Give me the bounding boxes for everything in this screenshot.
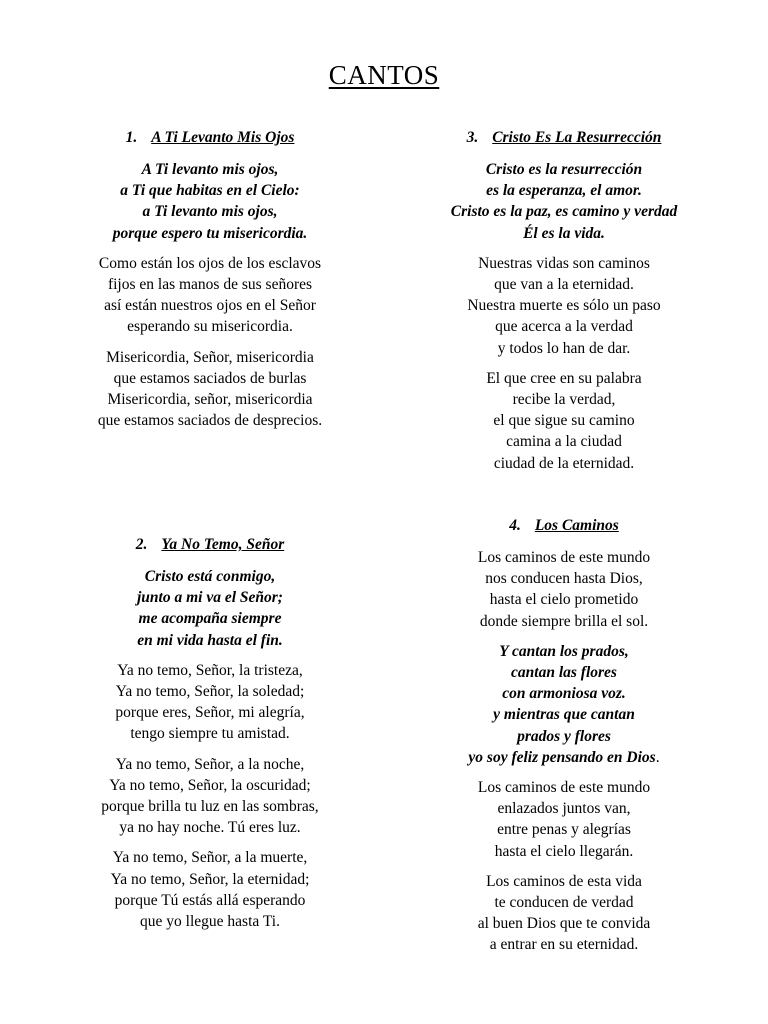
lyric-line: Él es la vida. bbox=[523, 224, 605, 242]
lyric-line: así están nuestros ojos en el Señor bbox=[104, 297, 316, 315]
song-2 bbox=[50, 535, 370, 941]
lyric-line: a Ti levanto mis ojos, bbox=[142, 203, 278, 221]
lyric-line: Ya no temo, Señor, la soledad; bbox=[115, 683, 305, 701]
lyric-line: Los caminos de esta vida bbox=[486, 872, 642, 890]
lyric-line: camina a la ciudad bbox=[506, 433, 622, 451]
verse bbox=[404, 368, 724, 474]
lyric-line: porque eres, Señor, mi alegría, bbox=[115, 704, 305, 722]
lyric-line: es la esperanza, el amor. bbox=[486, 182, 642, 200]
verse bbox=[50, 253, 370, 338]
lyric-line: donde siempre brilla el sol. bbox=[479, 612, 649, 630]
verse bbox=[404, 777, 724, 862]
lyric-line: El que cree en su palabra bbox=[486, 369, 642, 387]
lyric-line: Misericordia, Señor, misericordia bbox=[106, 348, 314, 366]
verse bbox=[404, 253, 724, 359]
lyric-line: prados y flores bbox=[517, 727, 611, 745]
lyric-line: Nuestras vidas son caminos bbox=[478, 254, 650, 272]
lyric-line: esperando su misericordia. bbox=[127, 318, 293, 336]
lyric-line: junto a mi va el Señor; bbox=[137, 589, 283, 607]
song-number: 4. bbox=[509, 517, 521, 534]
lyric-line: y todos lo han de dar. bbox=[497, 339, 631, 357]
verse bbox=[50, 347, 370, 432]
lyric-line: hasta el cielo llegarán. bbox=[494, 842, 634, 860]
page-title: CANTOS bbox=[328, 60, 440, 90]
song-title bbox=[404, 516, 724, 536]
lyric-line: fijos en las manos de sus señores bbox=[107, 276, 313, 294]
lyric-line: Cristo es la paz, es camino y verdad bbox=[450, 203, 678, 221]
lyric-line: enlazados juntos van, bbox=[497, 800, 631, 818]
song-4 bbox=[404, 516, 724, 965]
song-title bbox=[50, 535, 370, 555]
song-3 bbox=[404, 128, 724, 483]
lyric-line: a entrar en su eternidad. bbox=[489, 936, 639, 954]
chorus bbox=[404, 159, 724, 244]
lyric-line: Nuestra muerte es sólo un paso bbox=[467, 297, 661, 315]
song-name: A Ti Levanto Mis Ojos bbox=[151, 129, 295, 146]
lyric-line: nos conducen hasta Dios, bbox=[485, 570, 643, 588]
lyric-line: me acompaña siempre bbox=[138, 610, 282, 628]
lyric-line: Ya no temo, Señor, la tristeza, bbox=[117, 661, 303, 679]
lyric-line: Cristo está conmigo, bbox=[144, 568, 276, 585]
lyric-line: cantan las flores bbox=[511, 664, 617, 682]
verse bbox=[404, 871, 724, 956]
lyric-line: Ya no temo, Señor, a la muerte, bbox=[112, 849, 308, 867]
lyric-line: al buen Dios que te convida bbox=[477, 915, 651, 933]
lyric-line: porque espero tu misericordia. bbox=[112, 224, 308, 242]
song-number: 3. bbox=[466, 129, 479, 146]
verse bbox=[404, 547, 724, 632]
verse bbox=[50, 660, 370, 745]
lyric-line: Los caminos de este mundo bbox=[477, 779, 651, 797]
lyric-line: te conducen de verdad bbox=[494, 894, 634, 912]
lyric-line: Como están los ojos de los esclavos bbox=[98, 254, 322, 272]
lyric-line: porque brilla tu luz en las sombras, bbox=[101, 798, 319, 816]
lyric-line: Ya no temo, Señor, la eternidad; bbox=[110, 870, 310, 888]
lyric-line: que yo llegue hasta Ti. bbox=[140, 913, 280, 931]
lyric-line: que van a la eternidad. bbox=[494, 276, 634, 294]
verse bbox=[50, 847, 370, 932]
lyric-line: porque Tú estás allá esperando bbox=[114, 891, 306, 909]
lyric-line: ciudad de la eternidad. bbox=[493, 454, 635, 472]
lyric-line: Cristo es la resurrección bbox=[485, 161, 643, 178]
song-1 bbox=[50, 128, 370, 440]
lyric-line: Los caminos de este mundo bbox=[477, 549, 651, 566]
lyric-line: A Ti levanto mis ojos, bbox=[141, 161, 279, 178]
song-title bbox=[50, 128, 370, 148]
chorus bbox=[50, 159, 370, 244]
lyric-line: Y cantan los prados, bbox=[499, 642, 629, 660]
lyric-line: a Ti que habitas en el Cielo: bbox=[120, 182, 300, 200]
song-title bbox=[404, 128, 724, 148]
lyric-line: entre penas y alegrías bbox=[497, 821, 631, 839]
song-number: 1. bbox=[125, 129, 138, 146]
lyric-line: Ya no temo, Señor, a la noche, bbox=[115, 755, 305, 773]
lyric-line: Misericordia, señor, misericordia bbox=[107, 391, 313, 409]
lyric-line: que estamos saciados de desprecios. bbox=[97, 412, 323, 430]
lyric-line: que acerca a la verdad bbox=[495, 318, 633, 336]
lyric-line-with-trailing bbox=[404, 747, 724, 768]
lyric-line: Ya no temo, Señor, la oscuridad; bbox=[109, 776, 311, 794]
lyric-line: el que sigue su camino bbox=[493, 412, 635, 430]
lyric-line: en mi vida hasta el fin. bbox=[137, 631, 283, 649]
lyric-line: que estamos saciados de burlas bbox=[113, 369, 307, 387]
verse bbox=[50, 754, 370, 839]
chorus bbox=[50, 566, 370, 651]
lyric-line: y mientras que cantan bbox=[493, 706, 635, 724]
lyric-line: hasta el cielo prometido bbox=[489, 591, 639, 609]
trailing-period: . bbox=[655, 748, 660, 766]
song-name: Cristo Es La Resurrección bbox=[492, 129, 662, 146]
lyric-line: tengo siempre tu amistad. bbox=[130, 725, 290, 743]
lyric-line: ya no hay noche. Tú eres luz. bbox=[119, 819, 301, 837]
song-name: Ya No Temo, Señor bbox=[161, 536, 285, 553]
lyric-text: yo soy feliz pensando en Dios bbox=[468, 748, 656, 766]
chorus bbox=[404, 641, 724, 768]
song-number: 2. bbox=[135, 536, 148, 553]
lyric-line: recibe la verdad, bbox=[512, 391, 616, 409]
song-name: Los Caminos bbox=[534, 517, 619, 534]
lyric-line: con armoniosa voz. bbox=[502, 685, 626, 703]
